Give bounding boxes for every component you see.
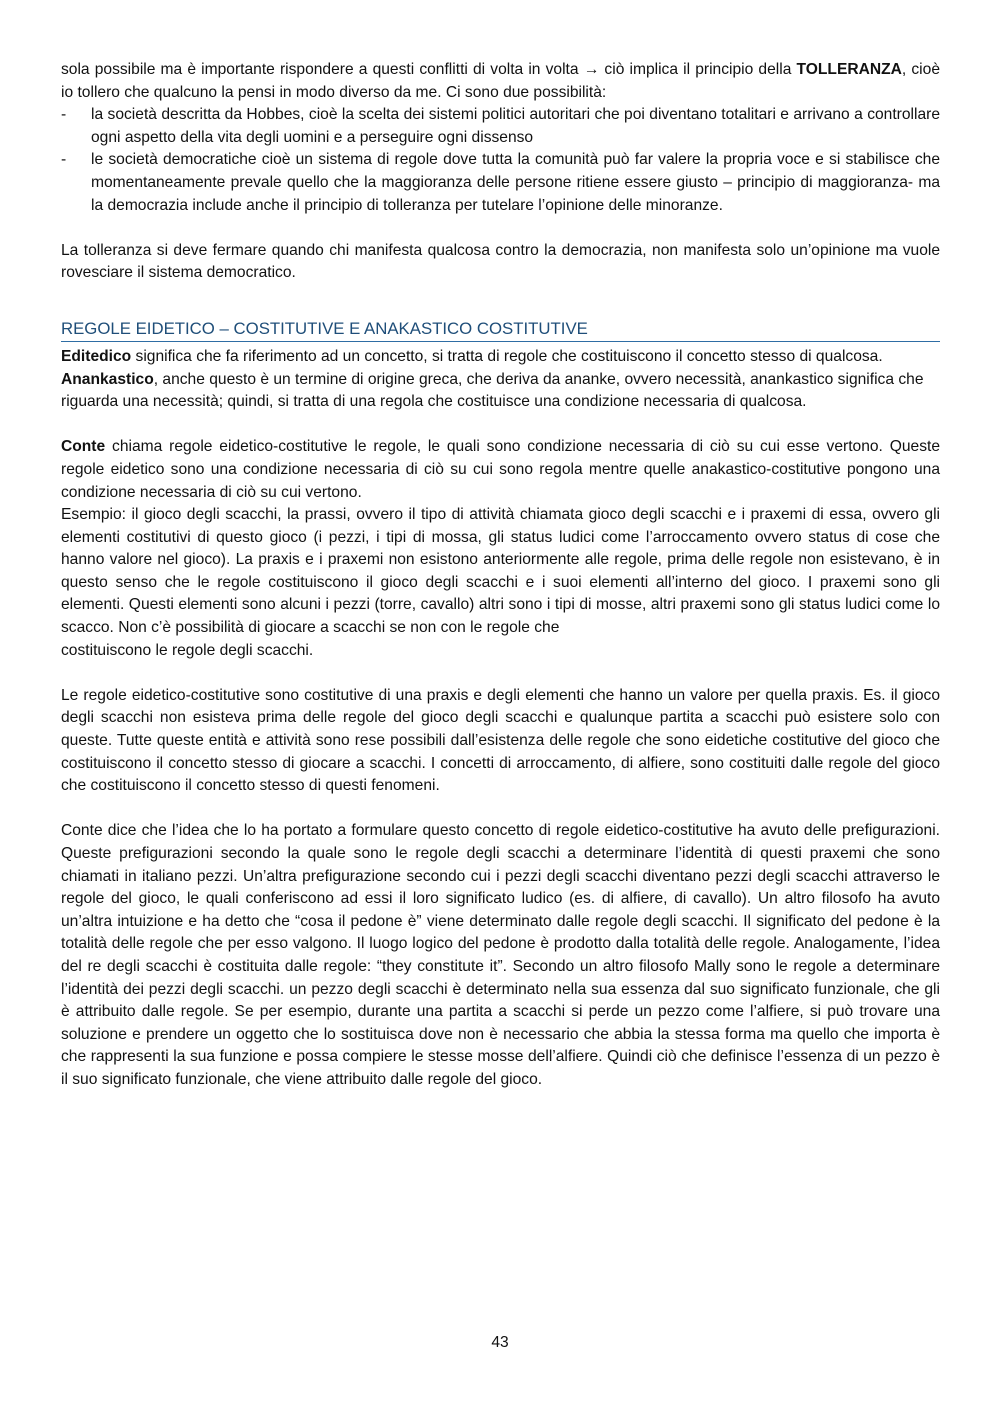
page-number: 43 (491, 1334, 509, 1351)
intro-text-middle: ciò implica il principio della (599, 61, 797, 78)
definition-eidetico (61, 346, 940, 369)
intro-text-end: , cioè io tollero che qualcuno la pensi in modo diverso da me. Ci sono due possibilità: (61, 61, 940, 101)
example-tail: costituiscono le regole degli scacchi. (61, 641, 314, 659)
term-editedico: Editedico (61, 347, 132, 365)
conte-paragraph (61, 436, 940, 504)
list-dash: - (61, 151, 67, 169)
definition-eidetico-text: significa che fa riferimento ad un concetto, si tratta di regole che costituiscono il concetto stesso di qualcosa. (131, 347, 883, 365)
list-dash: - (61, 106, 67, 124)
definition-anankastico (61, 369, 940, 414)
term-conte: Conte (61, 438, 106, 456)
list-item-text: la società descritta da Hobbes, cioè la scelta dei sistemi politici autoritari che poi diventano totalitari e arrivano a controllare ogni aspetto della vita degli uomini e a perseguire ogni dissenso (91, 106, 940, 146)
section-heading: REGOLE EIDETICO – COSTITUTIVE E ANAKASTICO COSTITUTIVE (61, 318, 940, 342)
intro-paragraph (61, 59, 940, 104)
term-anankastico: Anankastico (61, 370, 154, 388)
list-item (61, 104, 940, 149)
possibilities-list (61, 104, 940, 217)
definition-anankastico-text: , anche questo è un termine di origine greca, che deriva da ananke, ovvero necessità, anankastico significa che riguarda una necessità; quindi, si tratta di una regola che costituisce una condizione necessaria di qualcosa. (61, 370, 924, 411)
list-item-text: le società democratiche cioè un sistema di regole dove tutta la comunità può far valere la propria voce e si stabilisce che momentaneamente prevale quello che la maggioranza delle persone ritiene essere giusto – principio di maggioranza- ma la democrazia include anche il principio di tolleranza per tutelare l’opinione delle minoranze. (91, 151, 940, 214)
intro-text-start: sola possibile ma è importante rispondere a questi conflitti di volta in volta (61, 61, 579, 78)
term-tolleranza: TOLLERANZA (796, 61, 902, 78)
tolerance-paragraph: La tolleranza si deve fermare quando chi manifesta qualcosa contro la democrazia, non manifesta solo un’opinione ma vuole rovesciare il sistema democratico. (61, 241, 940, 282)
example-paragraph: Esempio: il gioco degli scacchi, la prassi, ovvero il tipo di attività chiamata gioco degli scacchi e i praxemi di essa, ovvero gli elementi costitutivi di questo gioco (i pezzi, i tipi di mossa, gli status ludici come l’arroccamento ovvero status di cose che hanno valore nel gioco). La praxis e i praxemi non esistono anteriormente alle regole, prima delle regole non esistevano, è in questo senso che le regole costituiscono il gioco degli scacchi e i suoi elementi all’interno del gioco. I praxemi sono gli elementi. Questi elementi sono alcuni i pezzi (torre, cavallo) altri sono i tipi di mosse, altri praxemi sono gli status ludici come lo scacco. Non c’è possibilità di giocare a scacchi se non con le regole che (61, 506, 940, 637)
conte-text: chiama regole eidetico-costitutive le regole, le quali sono condizione necessaria di ciò su cui esse vertono. Queste regole eidetico sono una condizione necessaria di ciò su cui sono regola mentre quelle anakastico-costitutive pongono una condizione necessaria di ciò su cui vertono. (61, 438, 940, 501)
prefigurazioni-paragraph: Conte dice che l’idea che lo ha portato a formulare questo concetto di regole eidetico-costitutive ha avuto delle prefigurazioni. Queste prefigurazioni secondo la quale sono le regole degli scacchi a determinare l’identità di questi praxemi che sono chiamati in italiano pezzi. Un’altra prefigurazione secondo cui i pezzi degli scacchi diventano pezzi degli scacchi attraverso le regole del gioco, le quali conferiscono ad essi il loro significato ludico (es. di alfiere, di cavallo). Un altro filosofo ha avuto un’altra intuizione e ha detto che “cosa il pedone è” viene determinato dalle regole degli scacchi. Il significato del pedone è la totalità delle regole che per esso valgono. Il luogo logico del pedone è prodotto dalla totalità delle regole. Analogamente, l’idea del re degli scacchi è costituita dalle regole: “they constitute it”. Secondo un altro filosofo Mally sono le regole a determinare l’identità dei pezzi degli scacchi. un pezzo degli scacchi è determinato nella sua essenza dal suo significato funzionale, che gli è attribuito dalle regole. Se per esempio, durante una partita a scacchi si perde un pezzo come l’alfiere, si può trovare una soluzione e prendere un oggetto che lo sostituisca dove non è necessario che abbia la stessa forma ma quello che importa è che rappresenti la sua funzione e possa compiere le stesse mosse dell’alfiere. Quindi ciò che definisce l’essenza di un pezzo è il suo significato funzionale, che viene attribuito dalle regole del gioco. (61, 822, 940, 1088)
list-item (61, 149, 940, 217)
costitutive-paragraph: Le regole eidetico-costitutive sono costitutive di una praxis e degli elementi che hanno un valore per quella praxis. Es. il gioco degli scacchi non esisteva prima delle regole del gioco degli scacchi e qualunque partita a scacchi può esistere solo con queste. Tutte queste entità e attività sono rese possibili dall’esistenza delle regole che sono eidetiche costitutive del gioco che costituiscono il concetto stesso di giocare a scacchi. I concetti di arroccamento, di alfiere, sono costituiti dalle regole del gioco che costituiscono il concetto stesso di questi fenomeni. (61, 686, 940, 795)
document-page (61, 59, 940, 1092)
arrow-symbol: → (583, 61, 600, 78)
